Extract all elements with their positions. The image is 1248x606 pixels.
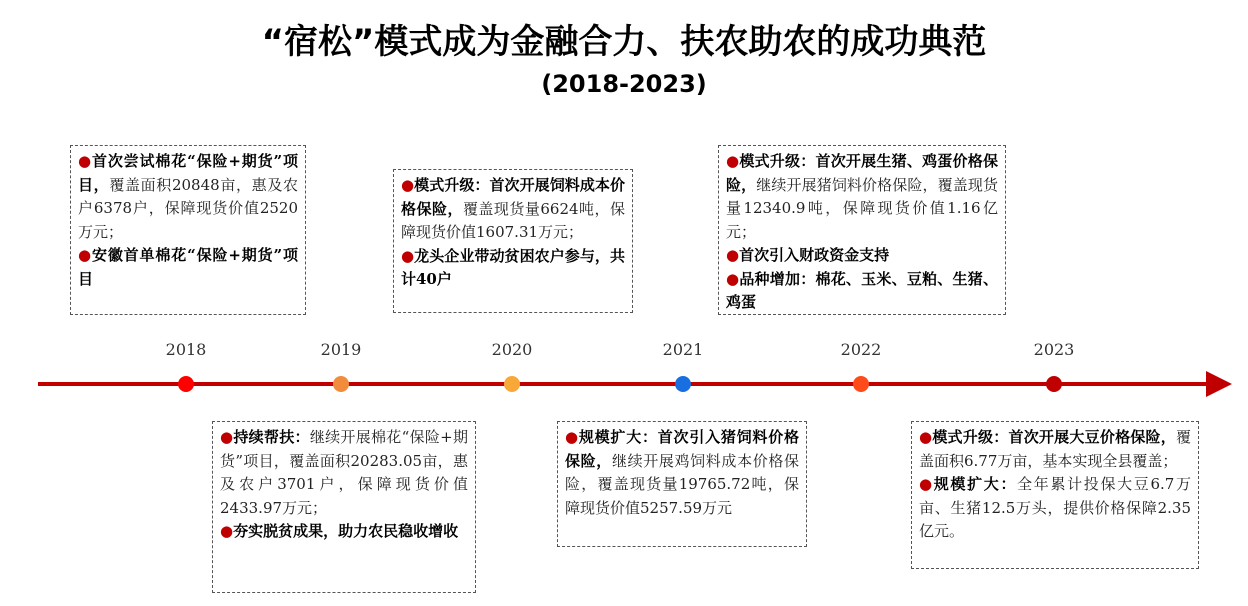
milestone-item xyxy=(220,520,468,544)
milestone-item-bold: 模式升级：首次开展饲料成本价格保险， xyxy=(401,176,625,218)
milestone-item-text: 继续开展棉花“保险+期货”项目，覆盖面积20283.05亩，惠及农户3701户，保障现货价值2433.97万元； xyxy=(220,428,468,517)
milestone-item-bold: 模式升级：首次开展生猪、鸡蛋价格保险， xyxy=(726,152,998,194)
bullet-dot-icon: ● xyxy=(726,246,740,264)
year-label-2018: 2018 xyxy=(165,340,207,359)
bullet-dot-icon: ● xyxy=(726,152,740,170)
milestone-item xyxy=(919,473,1191,544)
page-title: “宿松”模式成为金融合力、扶农助农的成功典范 xyxy=(261,22,987,62)
milestone-item-text: 覆盖现货量6624吨，保障现货价值1607.31万元； xyxy=(401,199,625,241)
bullet-dot-icon: ● xyxy=(726,269,740,288)
milestone-item-bold: 模式升级：首次开展大豆价格保险， xyxy=(932,428,1176,446)
bullet-dot-icon: ● xyxy=(78,246,92,264)
milestone-item-text: 全年累计投保大豆6.7万亩、生猪12.5万头，提供价格保障2.35亿元。 xyxy=(919,475,1191,540)
milestone-item xyxy=(78,244,298,291)
bullet-dot-icon: ● xyxy=(401,246,415,265)
milestone-item-text: 覆盖面积6.77万亩，基本实现全县覆盖； xyxy=(919,428,1191,470)
timeline-dot-2022 xyxy=(853,376,869,392)
timeline-dot-2023 xyxy=(1046,376,1062,392)
timeline-dot-2019 xyxy=(333,376,349,392)
bullet-dot-icon: ● xyxy=(919,428,933,446)
bullet-dot-icon: ● xyxy=(78,152,92,170)
timeline-dot-2020 xyxy=(504,376,520,392)
timeline-dot-2018 xyxy=(178,376,194,392)
bullet-dot-icon: ● xyxy=(565,428,579,446)
milestone-item-bold: 夯实脱贫成果，助力农民稳收增收 xyxy=(233,522,459,540)
milestone-item-text: 覆盖面积20848亩，惠及农户6378户，保障现货价值2520万元； xyxy=(78,175,298,241)
bullet-dot-icon: ● xyxy=(220,428,234,446)
milestone-item-bold: 规模扩大：首次引入猪饲料价格保险， xyxy=(565,428,799,470)
milestone-item-bold: 规模扩大： xyxy=(933,475,1018,493)
year-label-2022: 2022 xyxy=(840,340,882,359)
milestone-item xyxy=(726,244,998,268)
milestone-item-bold: 安徽首单棉花“保险+期货”项目 xyxy=(78,246,298,288)
milestone-item-text: 继续开展鸡饲料成本价格保险，覆盖现货量19765.72吨，保障现货价值5257.59万元 xyxy=(565,451,799,517)
milestone-item xyxy=(565,426,799,520)
milestone-item-bold: 持续帮扶： xyxy=(233,428,310,446)
milestone-item xyxy=(726,268,998,315)
year-label-2021: 2021 xyxy=(662,340,704,359)
milestone-item-bold: 龙头企业带动贫困农户参与，共计40户 xyxy=(401,246,625,288)
timeline-dot-2021 xyxy=(675,376,691,392)
bullet-dot-icon: ● xyxy=(919,475,934,493)
milestone-item xyxy=(401,174,625,245)
milestone-box-2023 xyxy=(911,421,1199,569)
milestone-box-2021 xyxy=(557,421,807,547)
page-subtitle: (2018-2023) xyxy=(541,70,707,98)
milestone-item xyxy=(919,426,1191,473)
milestone-box-2018 xyxy=(70,145,306,315)
milestone-box-2020 xyxy=(393,169,633,313)
year-label-2020: 2020 xyxy=(491,340,533,359)
year-label-2019: 2019 xyxy=(320,340,362,359)
milestone-item xyxy=(220,426,468,520)
milestone-item-bold: 品种增加：棉花、玉米、豆粕、生猪、鸡蛋 xyxy=(726,269,998,311)
bullet-dot-icon: ● xyxy=(220,522,234,540)
milestone-item xyxy=(401,245,625,292)
bullet-dot-icon: ● xyxy=(401,176,415,194)
milestone-item xyxy=(726,150,998,244)
milestone-item-text: 继续开展猪饲料价格保险，覆盖现货量12340.9吨，保障现货价值1.16亿元； xyxy=(726,175,998,241)
year-label-2023: 2023 xyxy=(1033,340,1075,359)
milestone-item xyxy=(78,150,298,244)
milestone-item-bold: 首次引入财政资金支持 xyxy=(739,246,890,264)
milestone-box-2022 xyxy=(718,145,1006,315)
timeline-arrow-head xyxy=(1206,371,1232,397)
milestone-item-bold: 首次尝试棉花“保险+期货”项目， xyxy=(78,152,298,194)
milestone-box-2019 xyxy=(212,421,476,593)
